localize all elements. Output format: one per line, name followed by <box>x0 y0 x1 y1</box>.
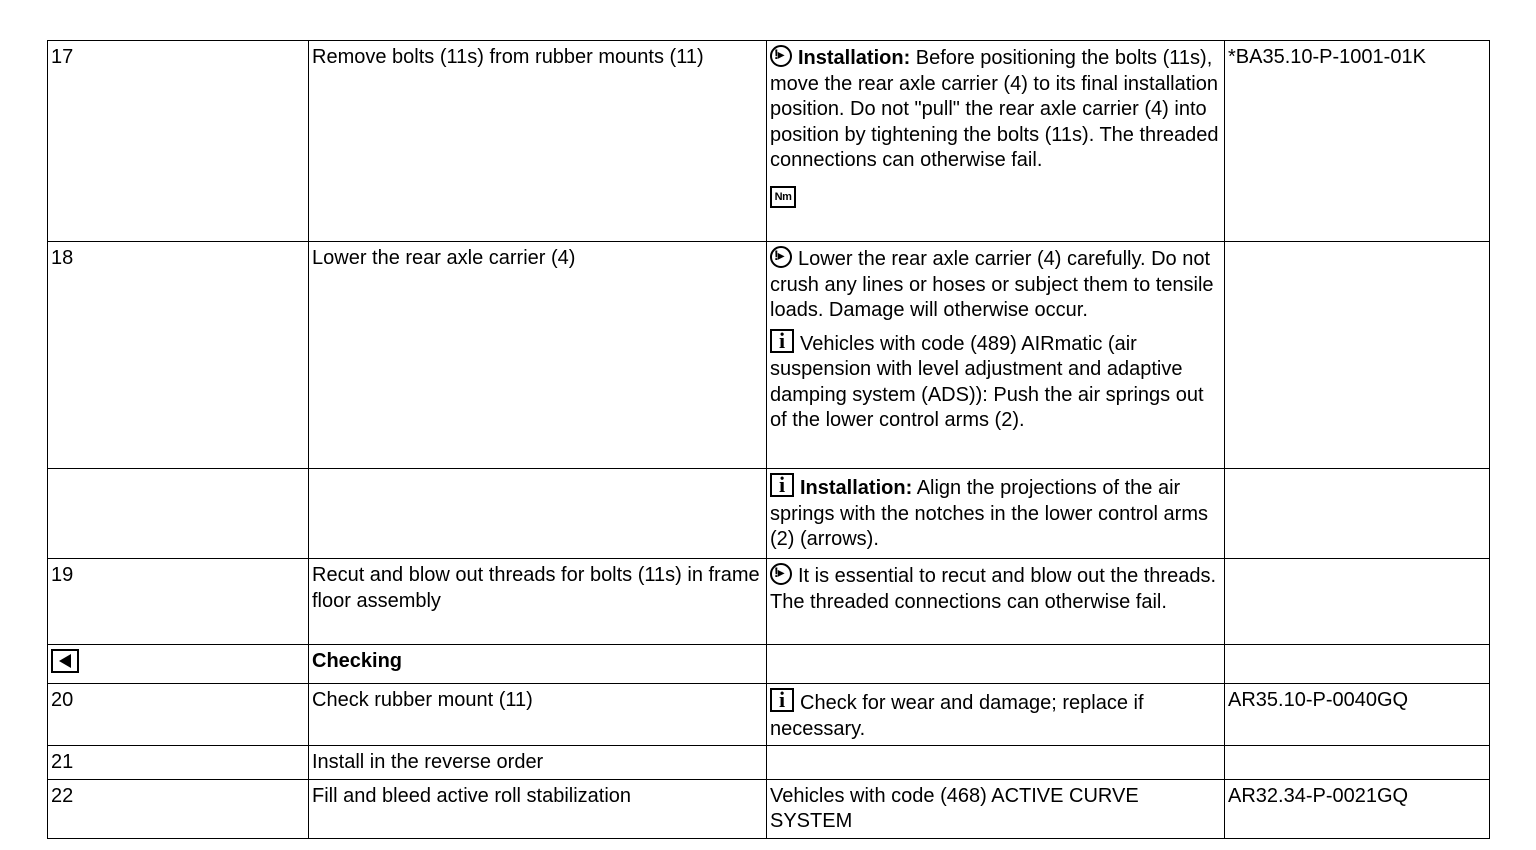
reference-cell <box>1225 469 1490 559</box>
reference-cell <box>1225 746 1490 780</box>
step-notes <box>767 746 1225 780</box>
step-number: 21 <box>48 746 309 780</box>
table-row <box>48 559 1490 645</box>
installation-note: iInstallation: Align the projections of the air springs with the notches in the lower control arms (2) (arrows). <box>770 473 1219 553</box>
table-row <box>48 242 1490 469</box>
torque-note <box>770 179 1219 208</box>
checking-icon <box>51 649 79 673</box>
reference-cell <box>1225 559 1490 645</box>
step-number: 18 <box>48 242 309 469</box>
torque-nm-icon: Nm <box>770 186 796 208</box>
info-note: i Check for wear and damage; replace if necessary. <box>770 688 1219 742</box>
procedure-table <box>47 40 1490 839</box>
step-action: Remove bolts (11s) from rubber mounts (11) <box>309 41 767 242</box>
caution-icon <box>770 563 792 585</box>
step-action: Checking <box>309 645 767 684</box>
table-row <box>48 41 1490 242</box>
info-icon <box>770 688 794 712</box>
info-icon <box>770 329 794 353</box>
step-action: Install in the reverse order <box>309 746 767 780</box>
table-row <box>48 469 1490 559</box>
table-row <box>48 684 1490 746</box>
step-action: Fill and bleed active roll stabilization <box>309 779 767 838</box>
step-number: 19 <box>48 559 309 645</box>
reference-link[interactable]: *BA35.10-P-1001-01K <box>1225 41 1490 242</box>
step-action: Lower the rear axle carrier (4) <box>309 242 767 469</box>
reference-link[interactable]: AR35.10-P-0040GQ <box>1225 684 1490 746</box>
table-row <box>48 746 1490 780</box>
step-action: Recut and blow out threads for bolts (11s) in frame floor assembly <box>309 559 767 645</box>
step-notes <box>767 469 1225 559</box>
step-notes: Vehicles with code (468) ACTIVE CURVE SYSTEM <box>767 779 1225 838</box>
table-row <box>48 779 1490 838</box>
step-notes <box>767 645 1225 684</box>
step-notes <box>767 684 1225 746</box>
step-number: 20 <box>48 684 309 746</box>
reference-cell <box>1225 242 1490 469</box>
info-note: iVehicles with code (489) AIRmatic (air suspension with level adjustment and adaptive damping system (ADS)): Push the air springs out of the lower control arms (2). <box>770 329 1219 434</box>
step-action: Check rubber mount (11) <box>309 684 767 746</box>
caution-note: !▸It is essential to recut and blow out the threads. The threaded connections can otherwise fail. <box>770 563 1219 615</box>
step-number: 22 <box>48 779 309 838</box>
step-notes <box>767 559 1225 645</box>
caution-note: !▸ Lower the rear axle carrier (4) carefully. Do not crush any lines or hoses or subject them to tensile loads. Damage will otherwise occur. <box>770 246 1219 324</box>
step-notes <box>767 41 1225 242</box>
step-notes <box>767 242 1225 469</box>
step-number <box>48 645 309 684</box>
reference-cell <box>1225 645 1490 684</box>
step-action <box>309 469 767 559</box>
reference-link[interactable]: AR32.34-P-0021GQ <box>1225 779 1490 838</box>
table-row <box>48 645 1490 684</box>
installation-note: !▸ Installation: Before positioning the bolts (11s), move the rear axle carrier (4) to its final installation position. Do not "pull" the rear axle carrier (4) into position by tightening the bolts (11s). The threaded connections can otherwise fail. <box>770 45 1219 174</box>
caution-icon <box>770 246 792 268</box>
caution-icon <box>770 45 792 67</box>
info-icon <box>770 473 794 497</box>
step-number: 17 <box>48 41 309 242</box>
step-number <box>48 469 309 559</box>
